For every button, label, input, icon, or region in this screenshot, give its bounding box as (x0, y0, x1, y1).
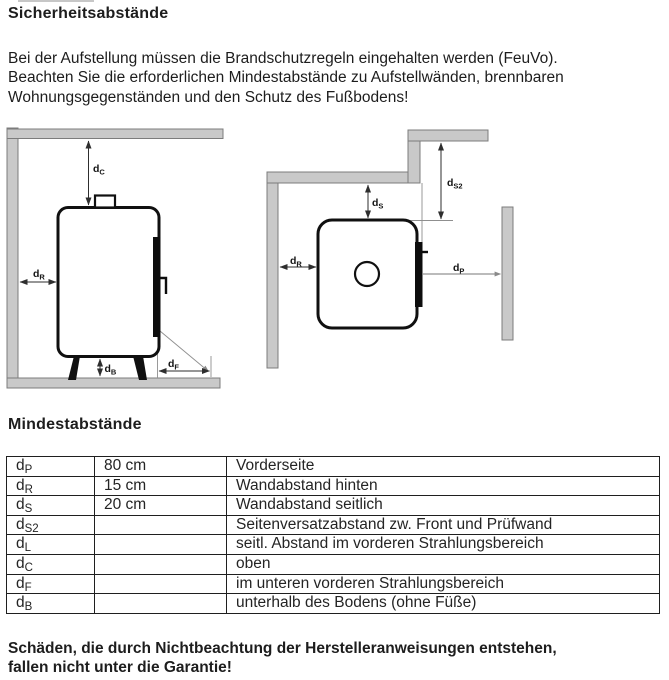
stove-leg-left (68, 356, 80, 380)
ceiling (7, 129, 223, 139)
value-cell: 80 cm (95, 457, 227, 477)
stove-door-side (153, 237, 161, 337)
value-cell: 20 cm (95, 496, 227, 516)
table-row (7, 594, 660, 614)
value-cell (95, 554, 227, 574)
scan-crop-artifact (18, 0, 94, 2)
table-row (7, 496, 660, 516)
warranty-warning (8, 640, 668, 678)
stove-body-side (58, 208, 159, 357)
symbol-cell: $d_B$ (7, 594, 95, 614)
ds-label: $d_S$ (372, 197, 384, 211)
symbol-cell: $d_{S2}$ (7, 515, 95, 535)
intro-paragraph (8, 49, 663, 107)
stove-leg-right (133, 356, 147, 380)
offset-test-wall (408, 130, 488, 141)
rear-wall (267, 172, 278, 368)
warning-line-2: fallen nicht unter die Garantie! (8, 658, 232, 676)
front-test-wall (502, 207, 513, 340)
side-wall (267, 172, 420, 183)
stove-door-top (415, 242, 423, 307)
dc-label: $d_C$ (93, 163, 105, 177)
warning-line-1: Schäden, die durch Nichtbeachtung der Herstelleranweisungen entstehen, (8, 640, 557, 657)
flue-stub (95, 196, 115, 208)
symbol-cell: $d_S$ (7, 496, 95, 516)
intro-line-3: Wohnungsgegenständen und den Schutz des Fußbodens! (8, 88, 409, 106)
description-cell: unterhalb des Bodens (ohne Füße) (227, 594, 660, 614)
diagram-top-view (255, 120, 525, 400)
offset-wall-stub (408, 141, 420, 183)
dr-label: $d_R$ (33, 268, 45, 282)
description-cell: im unteren vorderen Strahlungsbereich (227, 574, 660, 594)
description-cell: seitl. Abstand im vorderen Strahlungsbereich (227, 535, 660, 555)
value-cell: 15 cm (95, 476, 227, 496)
db-label: $d_B$ (104, 363, 117, 377)
table-row (7, 476, 660, 496)
value-cell (95, 535, 227, 555)
table-row (7, 574, 660, 594)
table-row (7, 515, 660, 535)
left-wall (7, 128, 18, 388)
symbol-cell: $d_P$ (7, 457, 95, 477)
dr-label-top: $d_R$ (290, 255, 302, 269)
door-handle (160, 278, 166, 294)
symbol-cell: $d_F$ (7, 574, 95, 594)
value-cell (95, 574, 227, 594)
table-row (7, 535, 660, 555)
dp-label: $d_P$ (453, 262, 465, 276)
distances-table (6, 456, 660, 614)
ds2-label: $d_{S2}$ (447, 177, 463, 191)
value-cell (95, 515, 227, 535)
symbol-cell: $d_L$ (7, 535, 95, 555)
diagram-side-view (0, 120, 240, 400)
table-row (7, 457, 660, 477)
description-cell: Wandabstand seitlich (227, 496, 660, 516)
value-cell (95, 594, 227, 614)
df-label: $d_F$ (168, 358, 180, 372)
description-cell: Wandabstand hinten (227, 476, 660, 496)
description-cell: Vorderseite (227, 457, 660, 477)
description-cell: Seitenversatzabstand zw. Front und Prüfwand (227, 515, 660, 535)
page-title: Sicherheitsabstände (8, 5, 169, 22)
symbol-cell: $d_C$ (7, 554, 95, 574)
flue-outlet-circle (355, 262, 379, 286)
section-title-mindestabstaende: Mindestabstände (8, 416, 142, 433)
intro-line-1: Bei der Aufstellung müssen die Brandschutzregeln eingehalten werden (FeuVo). (8, 50, 558, 67)
table-row (7, 554, 660, 574)
symbol-cell: $d_R$ (7, 476, 95, 496)
description-cell: oben (227, 554, 660, 574)
floor (7, 378, 220, 388)
intro-line-2: Beachten Sie die erforderlichen Mindestabstände zu Aufstellwänden, brennbaren (8, 69, 564, 87)
